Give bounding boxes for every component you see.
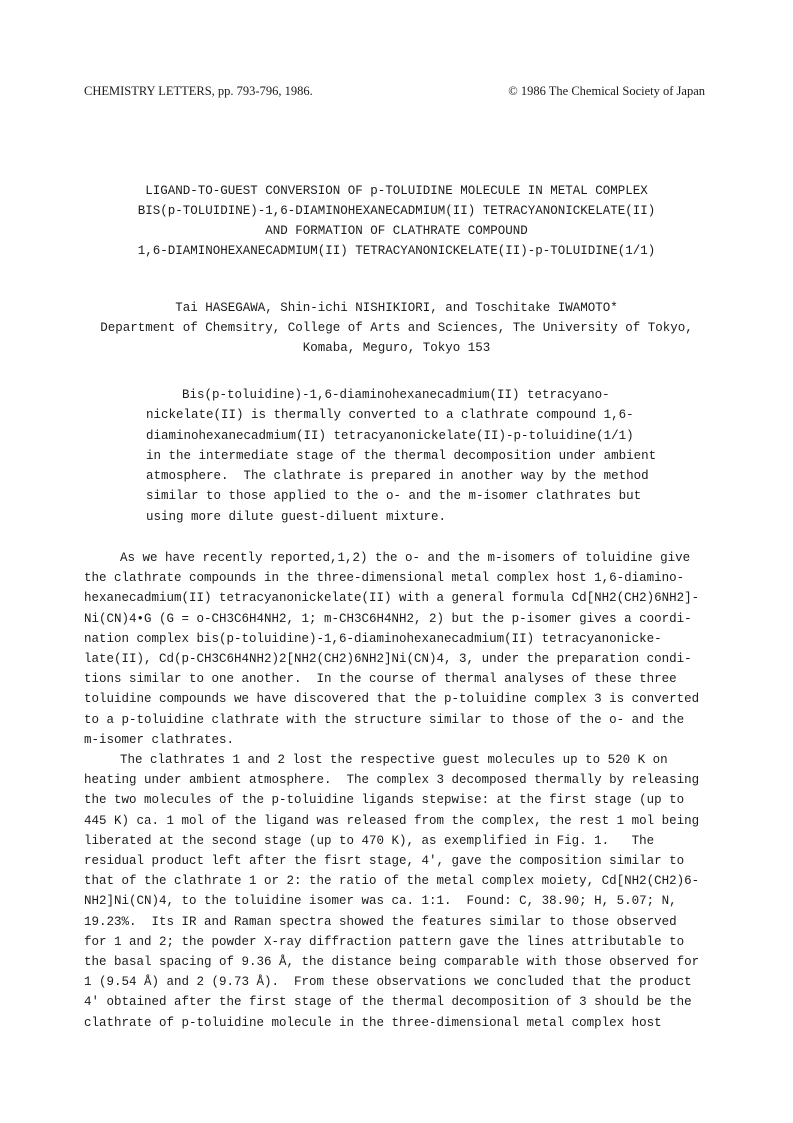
author-names: Tai HASEGAWA, Shin-ichi NISHIKIORI, and Toschitake IWAMOTO* [175, 301, 618, 315]
body-line: the two molecules of the p-toluidine ligands stepwise: at the first stage (up to [84, 793, 685, 808]
body-line: The clathrates 1 and 2 lost the respective guest molecules up to 520 K on [120, 753, 668, 768]
body-line: NH2]Ni(CN)4, to the toluidine isomer was ca. 1:1. Found: C, 38.90; H, 5.07; N, [84, 894, 677, 909]
paper-title [84, 181, 709, 261]
body-line: m-isomer clathrates. [84, 732, 235, 747]
abstract-line: diaminohexanecadmium(II) tetracyanonickelate(II)-p-toluidine(1/1) [146, 428, 634, 443]
body-line: As we have recently reported,1,2) the o- and the m-isomers of toluidine give [120, 551, 691, 565]
body-line: the basal spacing of 9.36 Å, the distance being comparable with those observed for [84, 955, 700, 970]
abstract-line: Bis(p-toluidine)-1,6-diaminohexanecadmium(II) tetracyano- [182, 388, 610, 402]
affiliation-line: Komaba, Meguro, Tokyo 153 [302, 341, 491, 355]
author-block [84, 298, 709, 358]
journal-citation: CHEMISTRY LETTERS, pp. 793-796, 1986. [84, 84, 313, 98]
title-line: 1,6-DIAMINOHEXANECADMIUM(II) TETRACYANONICKELATE(II)-p-TOLUIDINE(1/1) [137, 244, 656, 258]
body-line: hexanecadmium(II) tetracyanonickelate(II) with a general formula Cd[NH2(CH2)6NH2]- [84, 591, 700, 606]
body-line: 4' obtained after the first stage of the thermal decomposition of 3 should be the [84, 995, 692, 1010]
body-line: to a p-toluidine clathrate with the structure similar to those of the o- and the [84, 712, 685, 727]
body-line: liberated at the second stage (up to 470 K), as exemplified in Fig. 1. The [84, 833, 655, 848]
title-line: LIGAND-TO-GUEST CONVERSION OF p-TOLUIDINE MOLECULE IN METAL COMPLEX [145, 184, 648, 198]
abstract [146, 385, 686, 527]
body-text [84, 548, 709, 1033]
body-line: for 1 and 2; the powder X-ray diffraction pattern gave the lines attributable to [84, 934, 685, 949]
body-line: the clathrate compounds in the three-dimensional metal complex host 1,6-diamino- [84, 571, 685, 586]
body-line: 445 K) ca. 1 mol of the ligand was released from the complex, the rest 1 mol being [84, 813, 700, 828]
body-line: 19.23%. Its IR and Raman spectra showed the features similar to those observed [84, 914, 677, 929]
body-line: toluidine compounds we have discovered that the p-toluidine complex 3 is converted [84, 692, 700, 707]
abstract-line: using more dilute guest-diluent mixture. [146, 509, 447, 524]
abstract-line: nickelate(II) is thermally converted to a clathrate compound 1,6- [146, 408, 634, 423]
body-line: heating under ambient atmosphere. The complex 3 decomposed thermally by releasing [84, 773, 700, 788]
body-line: residual product left after the fisrt stage, 4', gave the composition similar to [84, 854, 685, 869]
abstract-line: similar to those applied to the o- and the m-isomer clathrates but [146, 489, 642, 504]
body-line: 1 (9.54 Å) and 2 (9.73 Å). From these observations we concluded that the product [84, 975, 692, 990]
title-line: AND FORMATION OF CLATHRATE COMPOUND [265, 224, 528, 238]
abstract-line: atmosphere. The clathrate is prepared in another way by the method [146, 469, 649, 484]
abstract-line: in the intermediate stage of the thermal decomposition under ambient [146, 448, 657, 463]
body-line: late(II), Cd(p-CH3C6H4NH2)2[NH2(CH2)6NH2]Ni(CN)4, 3, under the preparation condi- [84, 652, 692, 667]
title-line: BIS(p-TOLUIDINE)-1,6-DIAMINOHEXANECADMIUM(II) TETRACYANONICKELATE(II) [137, 204, 656, 218]
body-line: tions similar to one another. In the course of thermal analyses of these three [84, 672, 677, 687]
body-line: that of the clathrate 1 or 2: the ratio of the metal complex moiety, Cd[NH2(CH2)6- [84, 874, 700, 889]
body-line: Ni(CN)4•G (G = o-CH3C6H4NH2, 1; m-CH3C6H4NH2, 2) but the p-isomer gives a coordi- [84, 611, 692, 626]
body-line: clathrate of p-toluidine molecule in the three-dimensional metal complex host [84, 1015, 662, 1030]
body-line: nation complex bis(p-toluidine)-1,6-diaminohexanecadmium(II) tetracyanonicke- [84, 631, 662, 646]
affiliation-line: Department of Chemsitry, College of Arts and Sciences, The University of Tokyo, [100, 321, 693, 335]
copyright-notice: © 1986 The Chemical Society of Japan [508, 84, 705, 98]
